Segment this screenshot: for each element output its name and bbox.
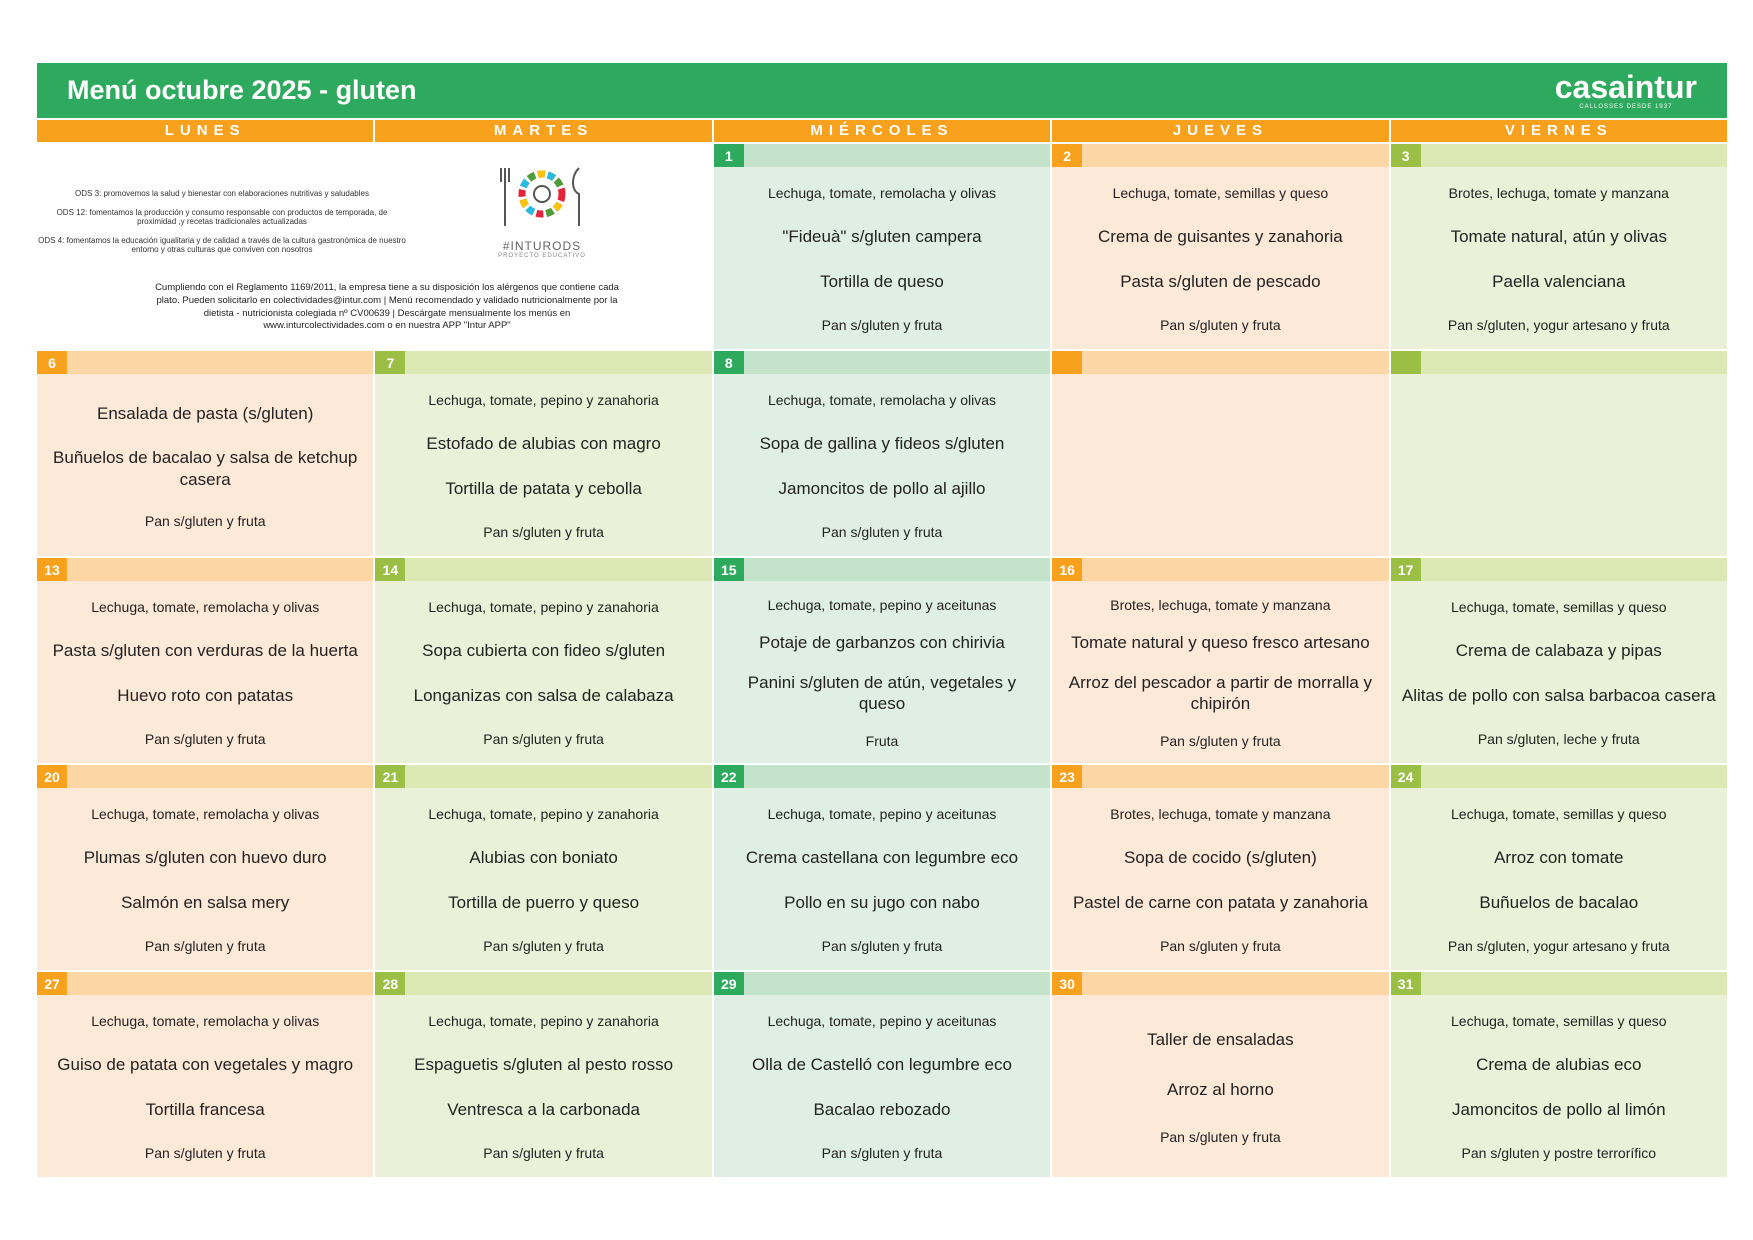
dessert: Pan s/gluten y fruta <box>144 1144 266 1161</box>
first-course: Crema castellana con legumbre eco <box>745 847 1019 867</box>
first-course: Tomate natural y queso fresco artesano <box>1071 632 1370 652</box>
second-course: Tortilla de queso <box>820 272 944 292</box>
first-course: Ensalada de pasta (s/gluten) <box>96 404 314 424</box>
second-course: Jamoncitos de pollo al limón <box>1452 1100 1666 1120</box>
day-cell-22 <box>714 765 1050 970</box>
day-number: 6 <box>37 351 67 374</box>
first-course: Guiso de patata con vegetales y magro <box>57 1054 354 1074</box>
first-course: Sopa de gallina y fideos s/gluten <box>759 433 1005 453</box>
starter: Lechuga, tomate, remolacha y olivas <box>767 185 996 202</box>
day-number: 30 <box>1052 972 1082 995</box>
dessert: Pan s/gluten y fruta <box>821 1144 943 1161</box>
day-cell-8 <box>714 351 1050 556</box>
day-number: 24 <box>1391 765 1421 788</box>
first-course: Arroz con tomate <box>1494 847 1624 867</box>
dessert: Pan s/gluten y fruta <box>821 523 943 540</box>
starter: Lechuga, tomate, pepino y zanahoria <box>428 806 659 823</box>
starter: Lechuga, tomate, pepino y zanahoria <box>428 1013 659 1030</box>
second-course: Pasta s/gluten de pescado <box>1120 272 1321 292</box>
inturods-emblem <box>497 162 587 259</box>
second-course: Arroz al horno <box>1167 1080 1274 1099</box>
legal-line: www.inturcolectividades.com o en nuestra APP "Intur APP" <box>263 320 511 332</box>
legal-line: dietista - nutricionista colegiada nº CV00639 | Descárgate mensualmente los menús en <box>203 307 571 319</box>
day-number: 29 <box>714 972 744 995</box>
inturods-subtag: PROYECTO EDUCATIVO <box>498 253 586 259</box>
dessert: Pan s/gluten y fruta <box>144 937 266 954</box>
day-cell-1 <box>714 144 1050 349</box>
day-number: 15 <box>714 558 744 581</box>
first-course: "Fideuà" s/gluten campera <box>782 226 982 246</box>
day-cell-20 <box>37 765 373 970</box>
ods-goals <box>37 189 407 264</box>
day-number: 7 <box>375 351 405 374</box>
menu-page <box>37 63 1727 1177</box>
second-course: Buñuelos de bacalao <box>1479 893 1639 913</box>
weekday-header-row <box>37 120 1727 142</box>
second-course: Tortilla francesa <box>145 1100 265 1120</box>
second-course: Panini s/gluten de atún, vegetales y queso <box>747 672 1017 714</box>
day-cell-28 <box>375 972 711 1177</box>
day-number: 16 <box>1052 558 1082 581</box>
day-cell-empty-9 <box>1052 351 1388 556</box>
dessert: Pan s/gluten y fruta <box>1160 937 1281 954</box>
first-course: Crema de calabaza y pipas <box>1455 640 1662 660</box>
day-cell-7 <box>375 351 711 556</box>
starter: Lechuga, tomate, semillas y queso <box>1451 1013 1667 1030</box>
dessert: Pan s/gluten y fruta <box>1160 1128 1281 1145</box>
day-cell-24 <box>1391 765 1727 970</box>
first-course: Potaje de garbanzos con chirivia <box>759 632 1005 652</box>
starter: Brotes, lechuga, tomate y manzana <box>1448 185 1669 202</box>
dessert: Pan s/gluten y fruta <box>144 730 266 747</box>
day-cell-16 <box>1052 558 1388 763</box>
starter: Lechuga, tomate, semillas y queso <box>1451 599 1667 616</box>
first-course: Crema de alubias eco <box>1476 1054 1642 1074</box>
legal-notice <box>117 282 657 333</box>
dessert: Pan s/gluten y fruta <box>483 1144 604 1161</box>
ods-3-text: ODS 3: promovemos la salud y bienestar con elaboraciones nutritivas y saludables <box>75 189 369 198</box>
ods-4-text: ODS 4: fomentamos la educación igualitaria y de calidad a través de la cultura gastronómica de nuestro entorno y otras culturas que conviven con nosotros <box>38 235 406 255</box>
weekday-monday: LUNES <box>37 120 373 142</box>
second-course: Bacalao rebozado <box>813 1100 951 1120</box>
dessert: Pan s/gluten y fruta <box>483 730 604 747</box>
casaintur-logo <box>1555 71 1697 110</box>
first-course: Plumas s/gluten con huevo duro <box>83 847 327 867</box>
starter: Brotes, lechuga, tomate y manzana <box>1110 806 1331 823</box>
first-course: Crema de guisantes y zanahoria <box>1098 226 1343 246</box>
starter: Lechuga, tomate, semillas y queso <box>1451 806 1667 823</box>
dessert: Pan s/gluten y fruta <box>144 512 266 529</box>
day-cell-3 <box>1391 144 1727 349</box>
day-number-empty <box>1391 351 1421 374</box>
day-cell-14 <box>375 558 711 763</box>
day-cell-empty-10 <box>1391 351 1727 556</box>
day-cell-6 <box>37 351 373 556</box>
starter: Lechuga, tomate, remolacha y olivas <box>91 599 320 616</box>
second-course: Buñuelos de bacalao y salsa de ketchup casera <box>53 448 358 489</box>
day-number: 14 <box>375 558 405 581</box>
starter: Lechuga, tomate, pepino y zanahoria <box>428 392 659 409</box>
first-course: Sopa cubierta con fideo s/gluten <box>422 640 666 660</box>
day-number: 1 <box>714 144 744 167</box>
second-course: Arroz del pescador a partir de morralla y chipirón <box>1068 672 1373 714</box>
dessert: Pan s/gluten, yogur artesano y fruta <box>1447 937 1670 954</box>
starter: Lechuga, tomate, pepino y aceitunas <box>767 596 997 613</box>
legal-line: plato. Pueden solicitarlo en colectividades@intur.com | Menú recomendado y validado nutricionalmente por la <box>156 294 618 306</box>
dessert: Fruta <box>865 733 899 750</box>
day-number: 13 <box>37 558 67 581</box>
day-number-empty <box>1052 351 1082 374</box>
first-course: Estofado de alubias con magro <box>426 433 661 453</box>
day-number: 2 <box>1052 144 1082 167</box>
starter: Lechuga, tomate, pepino y aceitunas <box>767 806 997 823</box>
day-cell-30 <box>1052 972 1388 1177</box>
day-cell-29 <box>714 972 1050 1177</box>
starter: Brotes, lechuga, tomate y manzana <box>1110 596 1331 613</box>
dessert: Pan s/gluten y postre terrorífico <box>1461 1144 1657 1161</box>
second-course: Paella valenciana <box>1492 272 1626 292</box>
day-number: 23 <box>1052 765 1082 788</box>
header-bar <box>37 63 1727 118</box>
page-title: Menú octubre 2025 - gluten <box>67 75 417 105</box>
second-course: Jamoncitos de pollo al ajillo <box>778 479 986 499</box>
weekday-tuesday: MARTES <box>375 120 711 142</box>
first-course: Olla de Castelló con legumbre eco <box>752 1054 1012 1074</box>
day-number: 20 <box>37 765 67 788</box>
logo-subtitle: CALLOSSES DESDE 1937 <box>1579 104 1673 110</box>
day-number: 21 <box>375 765 405 788</box>
legal-line: Cumpliendo con el Reglamento 1169/2011, la empresa tiene a su disposición los alérgenos que contiene cada <box>155 282 619 293</box>
dessert: Pan s/gluten y fruta <box>821 316 943 333</box>
day-cell-31 <box>1391 972 1727 1177</box>
starter: Lechuga, tomate, remolacha y olivas <box>91 1013 320 1030</box>
first-course: Espaguetis s/gluten al pesto rosso <box>414 1054 674 1074</box>
day-number: 17 <box>1391 558 1421 581</box>
first-course: Tomate natural, atún y olivas <box>1450 226 1667 246</box>
starter: Lechuga, tomate, semillas y queso <box>1112 185 1329 202</box>
weekday-thursday: JUEVES <box>1052 120 1388 142</box>
second-course: Huevo roto con patatas <box>117 686 294 706</box>
second-course: Ventresca a la carbonada <box>447 1100 640 1120</box>
second-course: Salmón en salsa mery <box>121 893 290 913</box>
dessert: Pan s/gluten, leche y fruta <box>1477 730 1640 747</box>
day-number: 22 <box>714 765 744 788</box>
day-cell-23 <box>1052 765 1388 970</box>
dessert: Pan s/gluten, yogur artesano y fruta <box>1447 316 1670 333</box>
day-number: 28 <box>375 972 405 995</box>
day-number: 27 <box>37 972 67 995</box>
day-cell-15 <box>714 558 1050 763</box>
day-cell-2 <box>1052 144 1388 349</box>
day-number: 3 <box>1391 144 1421 167</box>
day-cell-27 <box>37 972 373 1177</box>
day-cell-17 <box>1391 558 1727 763</box>
first-course: Taller de ensaladas <box>1147 1030 1294 1050</box>
starter: Lechuga, tomate, remolacha y olivas <box>91 806 320 823</box>
second-course: Tortilla de patata y cebolla <box>445 479 642 499</box>
dessert: Pan s/gluten y fruta <box>1160 316 1281 333</box>
second-course: Longanizas con salsa de calabaza <box>413 686 674 706</box>
dessert: Pan s/gluten y fruta <box>1160 733 1281 750</box>
starter: Lechuga, tomate, pepino y aceitunas <box>767 1013 997 1030</box>
second-course: Pastel de carne con patata y zanahoria <box>1072 893 1368 913</box>
dessert: Pan s/gluten y fruta <box>483 523 604 540</box>
starter: Lechuga, tomate, pepino y zanahoria <box>428 599 659 616</box>
first-course: Sopa de cocido (s/gluten) <box>1123 847 1317 867</box>
logo-text: casaintur <box>1554 69 1697 105</box>
info-panel <box>37 144 712 349</box>
first-course: Pasta s/gluten con verduras de la huerta <box>52 640 358 660</box>
inturods-tag: #INTURODS <box>502 239 582 253</box>
first-course: Alubias con boniato <box>469 847 618 867</box>
dessert: Pan s/gluten y fruta <box>483 937 604 954</box>
day-cell-21 <box>375 765 711 970</box>
second-course: Alitas de pollo con salsa barbacoa casera <box>1401 686 1716 706</box>
weekday-wednesday: MIÉRCOLES <box>714 120 1050 142</box>
day-number: 31 <box>1391 972 1421 995</box>
ods-12-text: ODS 12: fomentamos la producción y consumo responsable con productos de temporada, de proximidad ,y recetas tradicionales actualizadas <box>56 207 388 227</box>
second-course: Tortilla de puerro y queso <box>448 893 640 913</box>
dessert: Pan s/gluten y fruta <box>821 937 943 954</box>
day-cell-13 <box>37 558 373 763</box>
day-number: 8 <box>714 351 744 374</box>
second-course: Pollo en su jugo con nabo <box>784 893 980 913</box>
weekday-friday: VIERNES <box>1391 120 1727 142</box>
menu-calendar-grid <box>37 144 1727 1177</box>
starter: Lechuga, tomate, remolacha y olivas <box>767 392 996 409</box>
sdg-wheel-icon <box>497 162 587 232</box>
